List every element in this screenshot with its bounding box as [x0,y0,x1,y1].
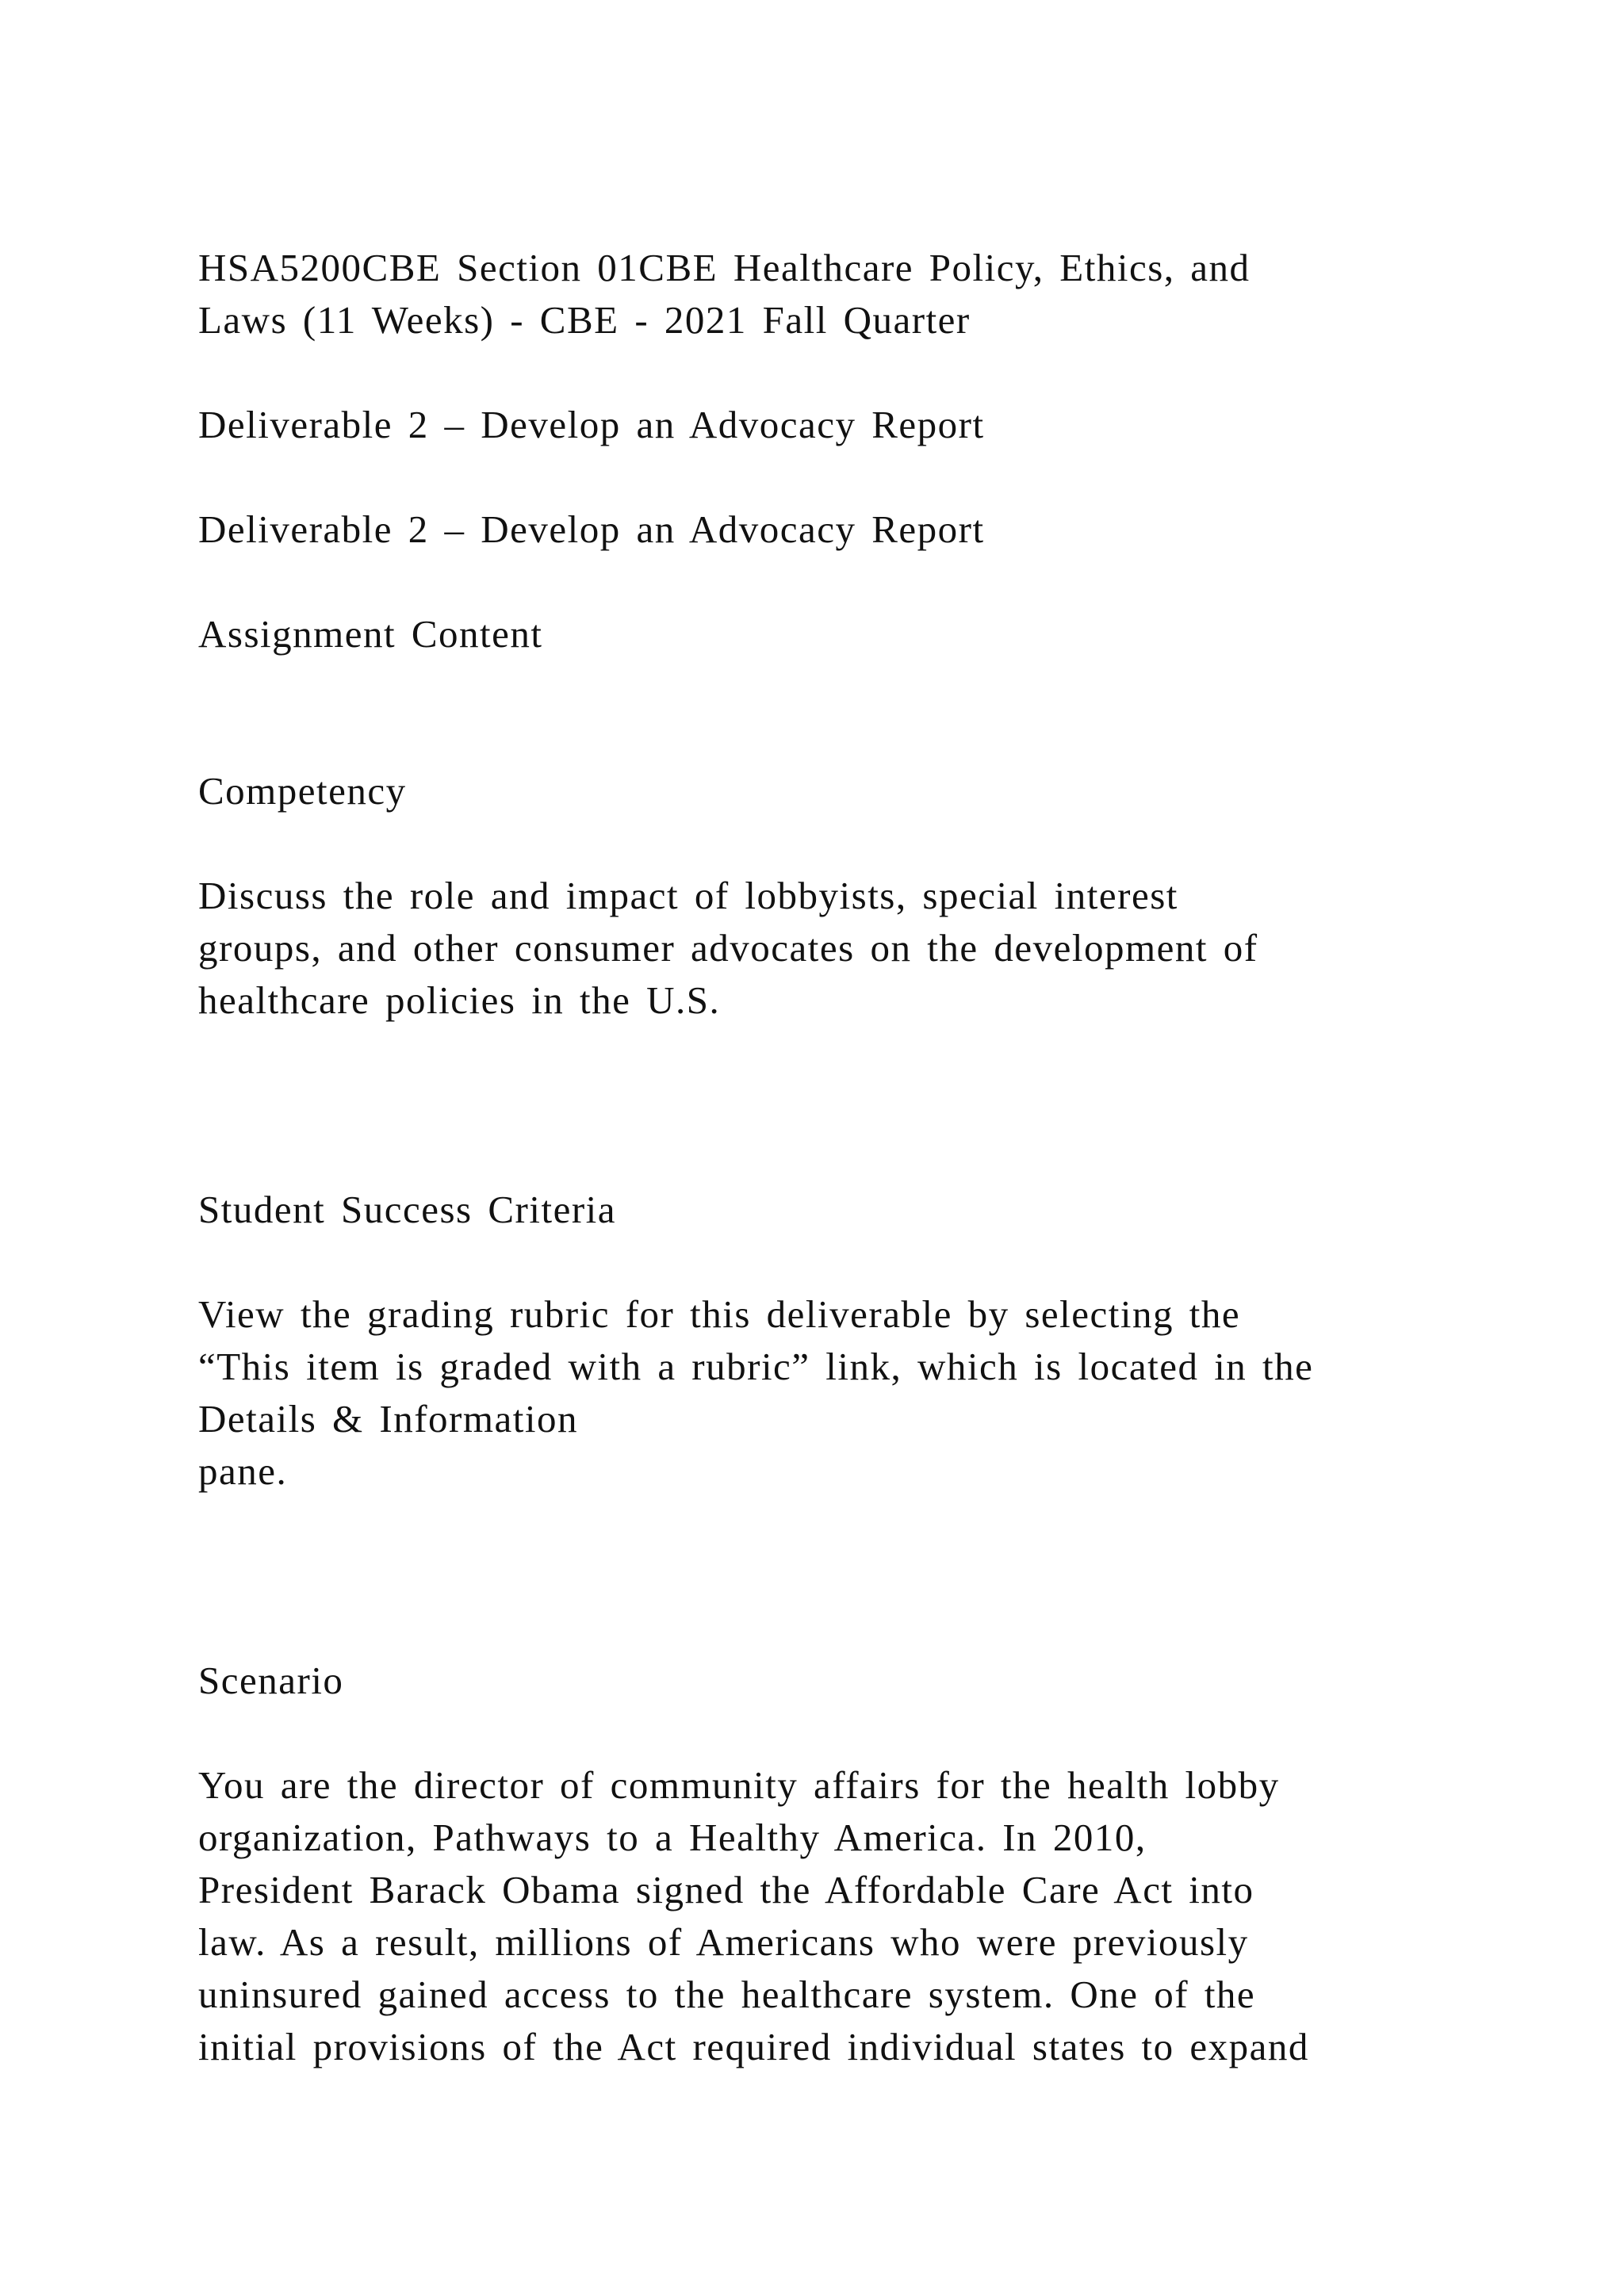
success-criteria-heading: Student Success Criteria [198,1188,617,1231]
competency-text: Discuss the role and impact of lobbyists, special interest groups, and other consumer advocates on the development of healthcare policies in the U.S. [198,874,1258,1022]
success-criteria-text: View the grading rubric for this deliverable by selecting the “This item is graded with a rubric” link, which is located in the Details & Information pane. [198,1292,1314,1493]
course-title: HSA5200CBE Section 01CBE Healthcare Policy, Ethics, and Laws (11 Weeks) - CBE - 2021 Fall Quarter [198,246,1251,342]
deliverable-title-repeat: Deliverable 2 – Develop an Advocacy Report [198,507,985,551]
scenario-text: You are the director of community affairs for the health lobby organization, Pathways to a Healthy America. In 2010, President Barack Obama signed the Affordable Care Act into law. As a result, millions of Americans who were previously uninsured gained access to the healthcare system. One of the initial provisions of the Act required individual states to expand [198,1763,1309,2068]
document-body [198,242,1435,2073]
scenario-heading: Scenario [198,1659,344,1702]
assignment-content-heading: Assignment Content [198,612,543,656]
deliverable-title: Deliverable 2 – Develop an Advocacy Report [198,403,985,446]
competency-heading: Competency [198,769,407,813]
